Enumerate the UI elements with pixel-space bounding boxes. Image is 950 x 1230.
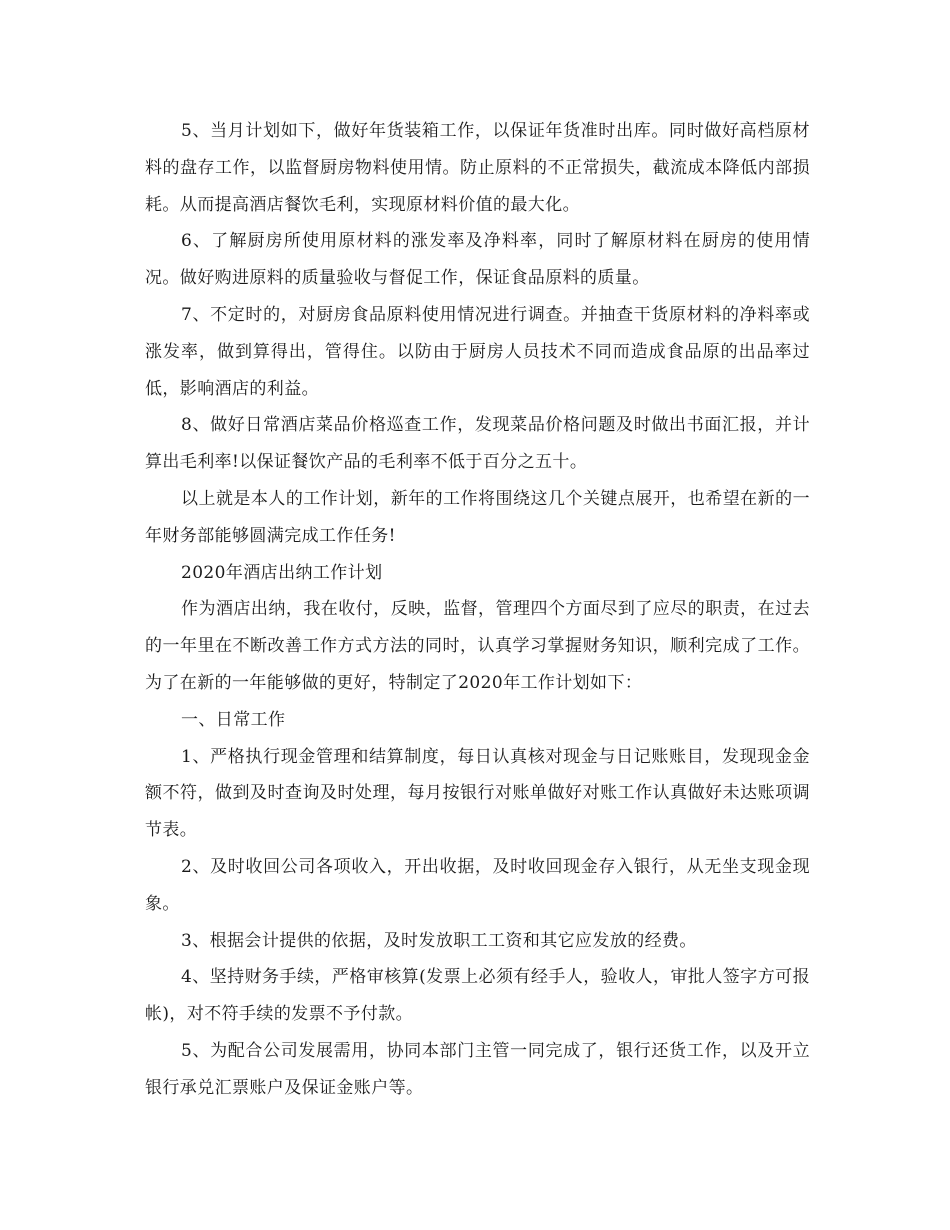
paragraph-intro: 作为酒店出纳，我在收付，反映，监督，管理四个方面尽到了应尽的职责，在过去的一年里在不断改善工作方式方法的同时，认真学习掌握财务知识，顺利完成了工作。为了在新的一年能够做的更好，特制定了2020年工作计划如下： (145, 599, 810, 693)
paragraph-item-8-pricing: 8、做好日常酒店菜品价格巡查工作，发现菜品价格问题及时做出书面汇报，并计算出毛利率!以保证餐饮产品的毛利率不低于百分之五十。 (145, 415, 810, 473)
document-body (145, 113, 810, 1107)
paragraph-item-5-inventory: 5、当月计划如下，做好年货装箱工作，以保证年货准时出库。同时做好高档原材料的盘存工作，以监督厨房物料使用情。防止原料的不正常损失，截流成本降低内部损耗。从而提高酒店餐饮毛利，实现原材料价值的最大化。 (145, 121, 810, 215)
section-title: 2020年酒店出纳工作计划 (181, 562, 383, 583)
paragraph-daily-1: 1、严格执行现金管理和结算制度，每日认真核对现金与日记账账目，发现现金金额不符，做到及时查询及时处理，每月按银行对账单做好对账工作认真做好未达账项调节表。 (145, 746, 810, 841)
paragraph-item-6-materials: 6、了解厨房所使用原材料的涨发率及净料率，同时了解原材料在厨房的使用情况。做好购进原料的质量验收与督促工作，保证食品原料的质量。 (145, 231, 810, 289)
paragraph-daily-2: 2、及时收回公司各项收入，开出收据，及时收回现金存入银行，从无坐支现金现象。 (145, 856, 810, 914)
paragraph-item-7-inspection: 7、不定时的，对厨房食品原料使用情况进行调查。并抽查干货原材料的净料率或涨发率，做到算得出，管得住。以防由于厨房人员技术不同而造成食品原的出品率过低，影响酒店的利益。 (145, 304, 810, 399)
paragraph-conclusion: 以上就是本人的工作计划，新年的工作将围绕这几个关键点展开，也希望在新的一年财务部能够圆满完成工作任务! (145, 488, 810, 546)
paragraph-daily-3: 3、根据会计提供的依据，及时发放职工工资和其它应发放的经费。 (181, 930, 697, 951)
paragraph-daily-4: 4、坚持财务手续，严格审核算(发票上必须有经手人，验收人，审批人签字方可报帐)，对不符手续的发票不予付款。 (145, 967, 810, 1025)
paragraph-daily-5: 5、为配合公司发展需用，协同本部门主管一同完成了，银行还货工作，以及开立银行承兑汇票账户及保证金账户等。 (145, 1040, 810, 1098)
subsection-heading: 一、日常工作 (181, 709, 286, 730)
